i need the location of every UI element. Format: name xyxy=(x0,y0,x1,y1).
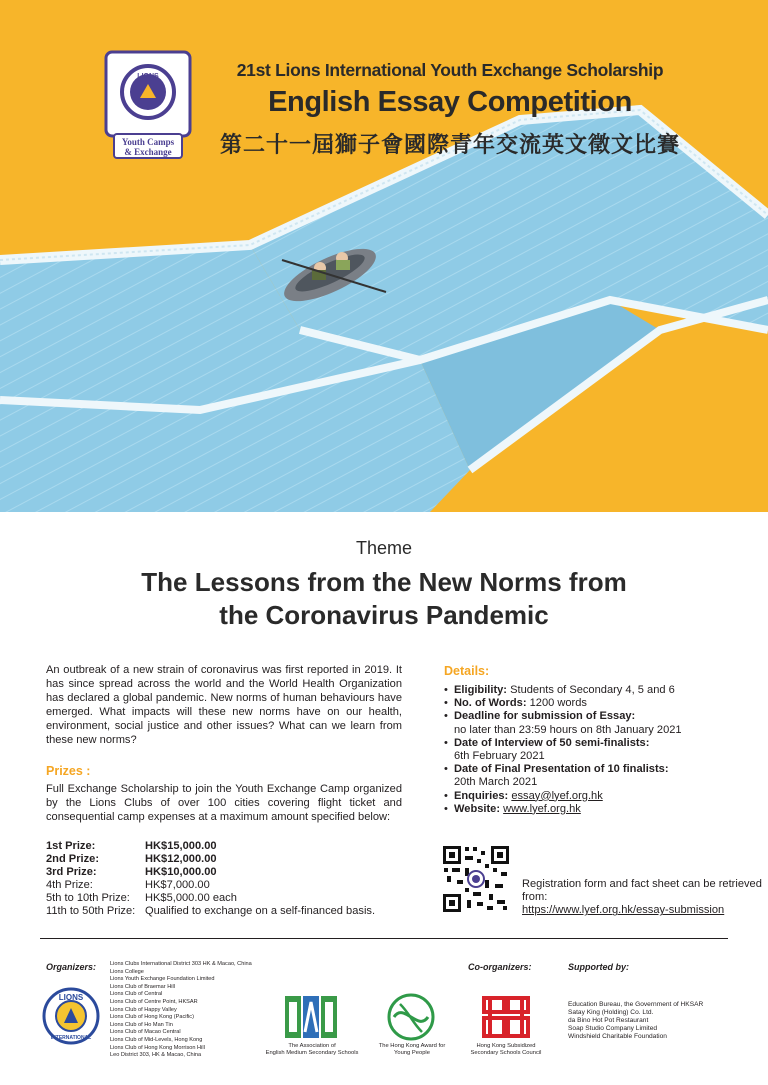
supporter-item: Soap Studio Company Limited xyxy=(568,1025,658,1032)
detail-enquiries: • Enquiries: essay@lyef.org.hk xyxy=(444,790,744,803)
organizer-item: Lions Club of Ho Man Tin xyxy=(110,1021,173,1028)
aemss-caption: The Association of English Medium Secondary Schools xyxy=(265,1043,359,1056)
detail-final: • Date of Final Presentation of 10 finalists: 20th March 2021 xyxy=(444,763,744,789)
award-young-people-logo xyxy=(386,992,436,1042)
organizer-item: Lions Club of Hong Kong (Pacific) xyxy=(110,1014,194,1021)
prize-row: 2nd Prize: HK$12,000.00 xyxy=(46,852,217,865)
prize-table xyxy=(46,840,375,917)
event-subtitle: 21st Lions International Youth Exchange Scholarship xyxy=(236,60,664,80)
organizer-item: Lions Club of Mid-Levels, Hong Kong xyxy=(110,1036,203,1043)
details-list xyxy=(444,684,744,816)
enquiries-email-link[interactable]: essay@lyef.org.hk xyxy=(511,789,603,802)
organizer-item: Lions Club of Central xyxy=(110,991,163,998)
detail-interview: • Date of Interview of 50 semi-finalists: 6th February 2021 xyxy=(444,737,744,763)
organizer-item: Leo District 303, HK & Macao, China xyxy=(110,1052,202,1059)
svg-text:& Exchange: & Exchange xyxy=(124,147,172,157)
svg-text:Youth Camps: Youth Camps xyxy=(121,137,175,147)
event-title: English Essay Competition xyxy=(268,86,632,118)
supported-heading: Supported by: xyxy=(568,962,629,972)
supporter-item: Satay King (Holding) Co. Ltd. xyxy=(568,1009,654,1016)
prize-row: 3rd Prize: HK$10,000.00 xyxy=(46,865,217,878)
footer-divider xyxy=(40,938,728,939)
svg-text:LIONS: LIONS xyxy=(58,993,84,1002)
organizer-item: Lions Youth Exchange Foundation Limited xyxy=(110,976,215,983)
supporters-list xyxy=(568,1001,758,1041)
hksssc-logo xyxy=(480,990,532,1042)
prize-row: 5th to 10th Prize: HK$5,000.00 each xyxy=(46,891,237,904)
lions-international-logo xyxy=(42,987,100,1045)
registration-info: Registration form and fact sheet can be retrieved from: https://www.lyef.org.hk/essay-submission xyxy=(522,878,762,917)
registration-link[interactable]: https://www.lyef.org.hk/essay-submission xyxy=(522,904,725,917)
organizer-item: Lions College xyxy=(110,968,144,975)
organizer-item: Lions Club of Hong Kong Morrison Hill xyxy=(110,1044,205,1051)
youth-camps-logo xyxy=(100,48,196,160)
theme-label: Theme xyxy=(355,538,413,558)
aemss-logo xyxy=(283,992,339,1042)
coorganizers-heading: Co-organizers: xyxy=(468,962,532,972)
organizers-heading: Organizers: xyxy=(46,962,97,972)
detail-words: • No. of Words: 1200 words xyxy=(444,697,744,710)
organizer-item: Lions Club of Centre Point, HKSAR xyxy=(110,998,198,1005)
detail-website: • Website: www.lyef.org.hk xyxy=(444,803,744,816)
prizes-description: Full Exchange Scholarship to join the Youth Exchange Camp organized by the Lions Clubs of over 100 cities covering flight ticket and consequential camp expenses at a maximum amount specified below: xyxy=(46,783,402,824)
organizer-item: Lions Clubs International District 303 HK & Macao, China xyxy=(110,961,252,967)
supporter-item: da Bino Hot Pot Restaurant xyxy=(568,1017,649,1024)
svg-text:INTERNATIONAL: INTERNATIONAL xyxy=(50,1035,92,1041)
svg-text:LIONS: LIONS xyxy=(137,73,159,80)
organizer-item: Lions Club of Happy Valley xyxy=(110,1006,177,1013)
prize-row: 4th Prize: HK$7,000.00 xyxy=(46,878,210,891)
award-caption: The Hong Kong Award for Young People xyxy=(378,1043,446,1056)
intro-paragraph: An outbreak of a new strain of coronavirus was first reported in 2019. It has since spread across the world and the World Health Organization has declared a global pandemic. New norms of human behaviours have emerged. What impacts will these new norms have on our health, environment, social justice and other issues? What can we learn from these new norms? xyxy=(46,664,402,747)
hksssc-caption: Hong Kong Subsidized Secondary Schools Council xyxy=(470,1043,542,1056)
hero-image xyxy=(0,0,768,512)
detail-deadline: • Deadline for submission of Essay: no later than 23:59 hours on 8th January 2021 xyxy=(444,710,744,736)
registration-qr-code[interactable] xyxy=(441,844,511,914)
supporter-item: Windshield Charitable Foundation xyxy=(568,1033,667,1040)
prize-row: 1st Prize: HK$15,000.00 xyxy=(46,840,217,852)
website-link[interactable]: www.lyef.org.hk xyxy=(503,802,581,815)
prizes-heading: Prizes : xyxy=(46,764,91,778)
detail-eligibility: • Eligibility: Students of Secondary 4, 5 and 6 xyxy=(444,684,744,697)
theme-title: The Lessons from the New Norms from the Coronavirus Pandemic xyxy=(141,567,627,630)
details-heading: Details: xyxy=(444,664,490,678)
event-title-chinese: 第二十一屆獅子會國際青年交流英文徵文比賽 xyxy=(219,133,680,158)
organizer-item: Lions Club of Macao Central xyxy=(110,1029,181,1036)
supporter-item: Education Bureau, the Government of HKSAR xyxy=(568,1001,704,1008)
organizer-item: Lions Club of Braemar Hill xyxy=(110,983,175,990)
prize-row: 11th to 50th Prize: Qualified to exchange on a self-financed basis. xyxy=(46,904,376,917)
